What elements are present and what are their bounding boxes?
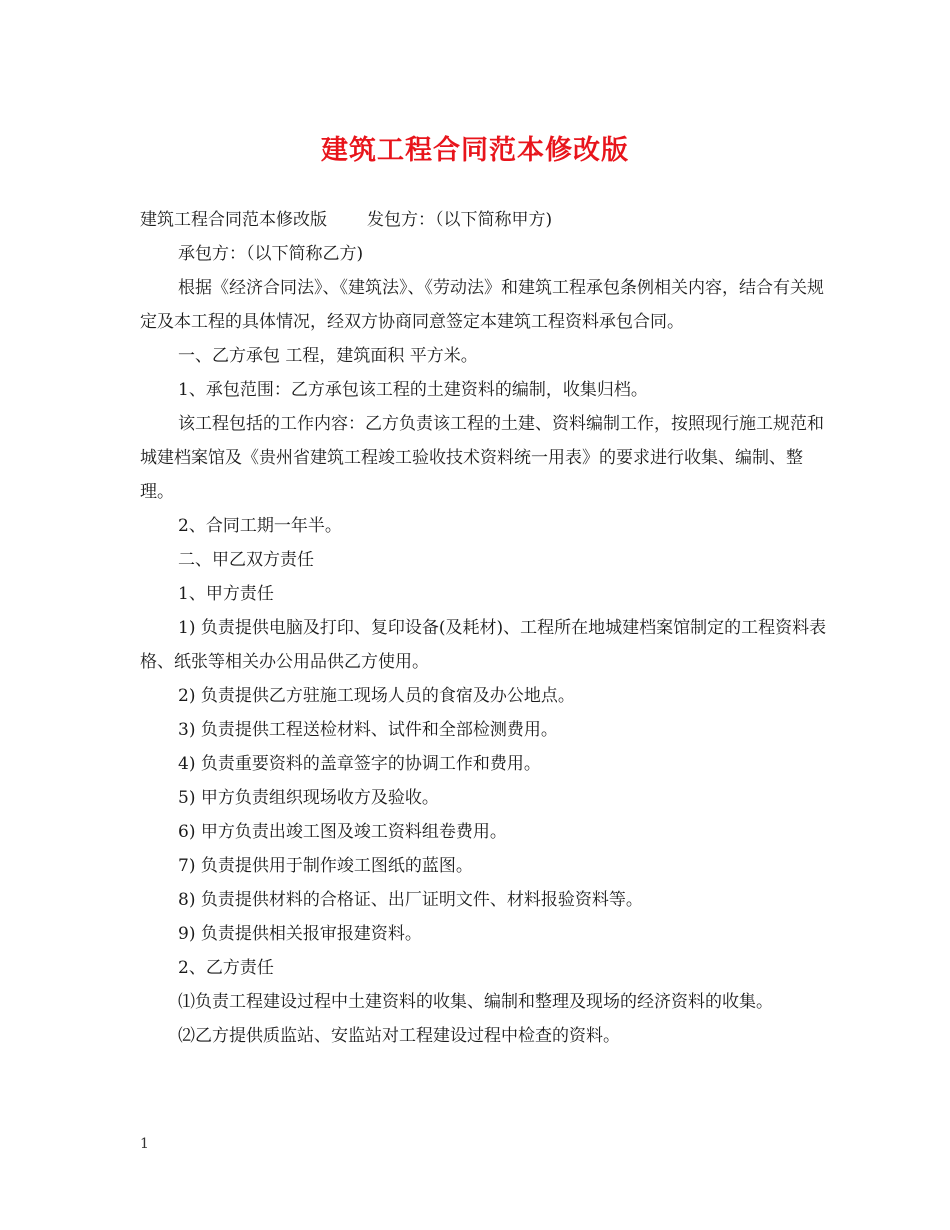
document-body (140, 203, 830, 1053)
paragraph: 根据《经济合同法》、《建筑法》、《劳动法》和建筑工程承包条例相关内容，结合有关规定及本工程的具体情况，经双方协商同意签定本建筑工程资料承包合同。 (140, 278, 824, 332)
intro-right: 发包方：（以下简称甲方) (367, 210, 553, 230)
intro-left: 建筑工程合同范本修改版 (140, 210, 327, 230)
paragraph: 7) 负责提供用于制作竣工图纸的蓝图。 (178, 856, 473, 876)
paragraph: 一、乙方承包 工程，建筑面积 平方米。 (178, 346, 478, 366)
page-number: 1 (140, 1136, 149, 1152)
paragraph: 3) 负责提供工程送检材料、试件和全部检测费用。 (178, 720, 558, 740)
paragraph: 2、乙方责任 (178, 958, 274, 978)
paragraph: 6) 甲方负责出竣工图及竣工资料组卷费用。 (178, 822, 507, 842)
paragraph: 5) 甲方负责组织现场收方及验收。 (178, 788, 439, 808)
paragraph: ⑵乙方提供质监站、安监站对工程建设过程中检查的资料。 (178, 1026, 620, 1046)
paragraph: 1) 负责提供电脑及打印、复印设备(及耗材)、工程所在地城建档案馆制定的工程资料表格、纸张等相关办公用品供乙方使用。 (140, 618, 827, 672)
document-title: 建筑工程合同范本修改版 (321, 135, 629, 166)
paragraph: 1、承包范围：乙方承包该工程的土建资料的编制，收集归档。 (178, 380, 648, 400)
paragraph: 9) 负责提供相关报审报建资料。 (178, 924, 422, 944)
paragraph: ⑴负责工程建设过程中土建资料的收集、编制和整理及现场的经济资料的收集。 (178, 992, 773, 1012)
intro-line (140, 203, 830, 237)
paragraph: 承包方：（以下简称乙方) (178, 244, 364, 264)
paragraph: 2) 负责提供乙方驻施工现场人员的食宿及办公地点。 (178, 686, 575, 706)
paragraph: 该工程包括的工作内容：乙方负责该工程的土建、资料编制工作，按照现行施工规范和城建档案馆及《贵州省建筑工程竣工验收技术资料统一用表》的要求进行收集、编制、整理。 (140, 414, 824, 502)
paragraph: 4) 负责重要资料的盖章签字的协调工作和费用。 (178, 754, 541, 774)
paragraph: 2、合同工期一年半。 (178, 516, 342, 536)
paragraph: 1、甲方责任 (178, 584, 274, 604)
paragraph: 二、甲乙双方责任 (178, 550, 314, 570)
paragraph: 8) 负责提供材料的合格证、出厂证明文件、材料报验资料等。 (178, 890, 643, 910)
